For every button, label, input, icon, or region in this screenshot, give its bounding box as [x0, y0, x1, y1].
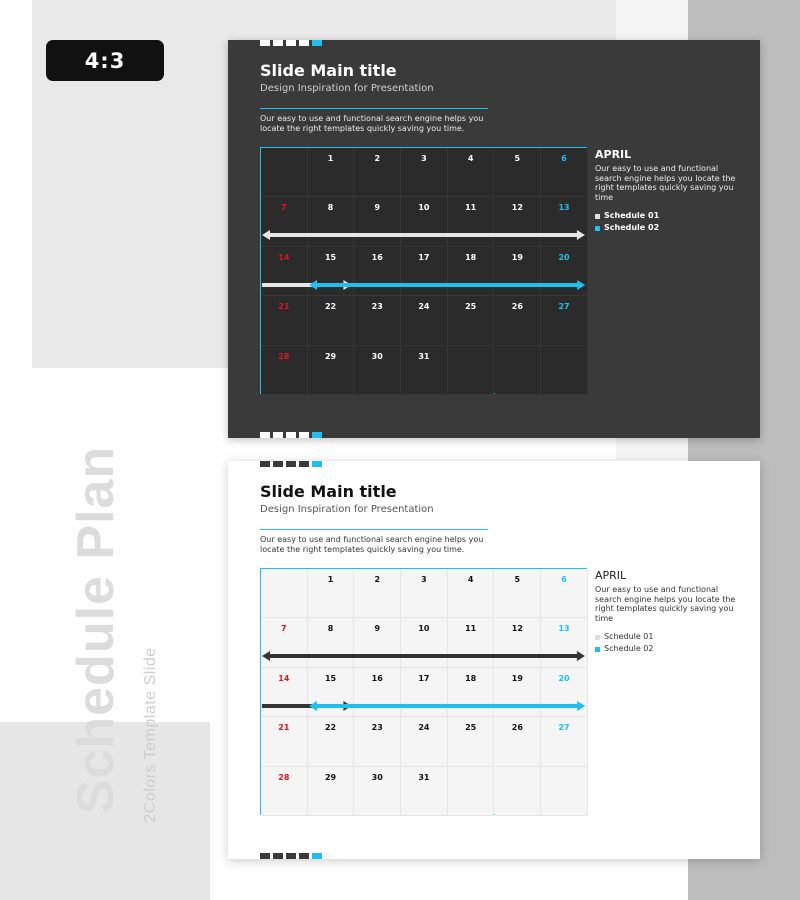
calendar-day: 19: [511, 252, 523, 262]
slide-decoration-squares: [260, 432, 322, 438]
calendar-day: 13: [558, 624, 570, 634]
calendar-cell: [448, 717, 495, 766]
calendar-cell: [261, 767, 308, 816]
decoration-square: [286, 853, 296, 859]
legend-swatch: [595, 647, 600, 652]
decoration-square: [312, 40, 322, 46]
slide-subtitle: Design Inspiration for Presentation: [260, 83, 434, 94]
decoration-square: [286, 432, 296, 438]
calendar-day: 27: [558, 723, 570, 733]
calendar-day: 16: [371, 673, 383, 683]
decoration-square: [273, 461, 283, 467]
legend-swatch: [595, 635, 600, 640]
calendar-day: 21: [278, 723, 290, 733]
schedule-arrow: [309, 701, 585, 711]
calendar-cell: [354, 569, 401, 618]
calendar-day: 17: [418, 673, 430, 683]
legend-item-schedule-02: [595, 222, 745, 234]
calendar-cell: [308, 346, 355, 395]
calendar-day: 22: [324, 723, 337, 733]
decoration-square: [260, 432, 270, 438]
calendar-cell: [401, 767, 448, 816]
month-info-panel: [595, 569, 745, 655]
calendar-day: 11: [465, 203, 477, 213]
calendar-day: 24: [418, 302, 430, 312]
schedule-arrow: [262, 651, 585, 661]
calendar-cell: [308, 148, 355, 197]
legend-label: Schedule 02: [604, 223, 660, 233]
calendar-day: 31: [418, 772, 430, 782]
calendar-day: 25: [465, 723, 477, 733]
calendar-cell: [261, 148, 308, 197]
decoration-square: [260, 853, 270, 859]
decoration-square: [299, 461, 309, 467]
calendar-cell: [541, 717, 588, 766]
calendar-cell: [401, 296, 448, 345]
calendar-cell: [541, 346, 588, 395]
calendar-day: 30: [371, 351, 383, 361]
calendar-cell: [401, 148, 448, 197]
calendar-cell: [495, 569, 542, 618]
calendar-day: 17: [418, 252, 430, 262]
calendar-day: 1: [327, 154, 334, 163]
legend-swatch: [595, 226, 600, 231]
calendar-cell: [541, 296, 588, 345]
calendar-cell: [354, 717, 401, 766]
calendar-day: 10: [418, 624, 430, 634]
slide-title: Slide Main title: [260, 61, 397, 80]
month-description: Our easy to use and functional search engine helps you locate the right templates quickly saving you time: [595, 164, 736, 202]
legend-label: Schedule 02: [604, 644, 654, 654]
calendar-cell: [541, 767, 588, 816]
calendar-day: 2: [374, 575, 381, 584]
calendar-day: 5: [514, 575, 521, 584]
calendar-day: 12: [511, 203, 523, 213]
decoration-square: [260, 40, 270, 46]
calendar-day: 20: [558, 252, 570, 262]
calendar-day: 23: [371, 302, 383, 312]
calendar-cell: [495, 346, 542, 395]
calendar-cell: [495, 296, 542, 345]
decoration-square: [273, 40, 283, 46]
calendar-day: 26: [511, 723, 523, 733]
decoration-square: [312, 432, 322, 438]
legend-label: Schedule 01: [604, 632, 654, 642]
calendar-cell: [261, 569, 308, 618]
calendar-day: 16: [371, 252, 383, 262]
calendar-cell: [495, 767, 542, 816]
calendar-cell: [354, 296, 401, 345]
calendar-day: 10: [418, 203, 430, 213]
calendar-day: 29: [324, 772, 337, 782]
calendar-cell: [308, 767, 355, 816]
calendar-cell: [308, 296, 355, 345]
calendar-day: 14: [278, 252, 290, 262]
calendar-cell: [261, 296, 308, 345]
legend-swatch: [595, 214, 600, 219]
legend-item-schedule-01: [595, 631, 745, 643]
calendar-day: 8: [327, 203, 334, 213]
calendar-cell: [401, 569, 448, 618]
decoration-square: [312, 461, 322, 467]
slide-decoration-squares: [260, 40, 322, 46]
calendar-day: 12: [511, 624, 523, 634]
month-label: APRIL: [595, 148, 632, 161]
calendar-day: 11: [465, 624, 477, 634]
decoration-square: [260, 461, 270, 467]
calendar-day: 19: [511, 673, 523, 683]
calendar-day: 15: [324, 673, 337, 683]
slide-description: Our easy to use and functional search engine helps you locate the right templates quickly saving you time.: [260, 535, 484, 554]
calendar-grid: [260, 147, 587, 394]
month-info-panel: [595, 148, 745, 234]
month-label: APRIL: [595, 569, 627, 582]
calendar-day: 7: [281, 203, 287, 213]
calendar-cell: [448, 148, 495, 197]
calendar-cell: [541, 569, 588, 618]
calendar-cell: [354, 346, 401, 395]
calendar-day: 15: [324, 252, 337, 262]
month-description: Our easy to use and functional search engine helps you locate the right templates quickly saving you time: [595, 585, 736, 623]
vertical-subtitle: 2Colors Template Slide: [142, 647, 159, 823]
calendar-day: 26: [511, 302, 523, 312]
calendar-day: 9: [374, 203, 381, 213]
calendar-day: 8: [327, 624, 334, 634]
legend-item-schedule-02: [595, 643, 745, 655]
decoration-square: [286, 40, 296, 46]
calendar-cell: [261, 717, 308, 766]
calendar-cell: [308, 569, 355, 618]
decoration-square: [299, 432, 309, 438]
calendar-cell: [495, 717, 542, 766]
decoration-square: [273, 432, 283, 438]
calendar-day: 5: [514, 154, 521, 163]
calendar-day: 21: [278, 302, 290, 312]
calendar-grid: [260, 568, 587, 815]
calendar-cell: [448, 569, 495, 618]
schedule-arrow: [309, 280, 585, 290]
calendar-day: 27: [558, 302, 570, 312]
legend-label: Schedule 01: [604, 211, 660, 221]
calendar-day: 2: [374, 154, 381, 163]
vertical-title: Schedule Plan: [67, 445, 125, 815]
calendar-cell: [308, 717, 355, 766]
calendar-cell: [401, 346, 448, 395]
divider: [260, 529, 488, 530]
slide-dark: [228, 40, 760, 438]
calendar-day: 20: [558, 673, 570, 683]
decoration-square: [273, 853, 283, 859]
calendar-day: 31: [418, 351, 430, 361]
calendar-cell: [495, 148, 542, 197]
calendar-day: 3: [421, 154, 427, 163]
calendar-day: 25: [465, 302, 477, 312]
calendar-day: 1: [327, 575, 334, 584]
slide-description: Our easy to use and functional search engine helps you locate the right templates quickly saving you time.: [260, 114, 484, 133]
calendar-day: 18: [465, 673, 477, 683]
slide-subtitle: Design Inspiration for Presentation: [260, 504, 434, 515]
calendar-day: 6: [561, 575, 567, 584]
slide-decoration-squares: [260, 461, 322, 467]
calendar-cell: [541, 148, 588, 197]
calendar-cell: [448, 296, 495, 345]
aspect-ratio-badge: 4:3: [46, 40, 164, 81]
calendar-day: 14: [278, 673, 290, 683]
calendar-day: 13: [558, 203, 570, 213]
legend: [595, 631, 745, 655]
legend-item-schedule-01: [595, 210, 745, 222]
decoration-square: [299, 853, 309, 859]
calendar-day: 9: [374, 624, 381, 634]
calendar-day: 6: [561, 154, 567, 163]
calendar-day: 3: [421, 575, 427, 584]
slide-light: [228, 461, 760, 859]
legend: [595, 210, 745, 234]
calendar-day: 22: [324, 302, 337, 312]
slide-title: Slide Main title: [260, 482, 397, 501]
slide-decoration-squares: [260, 853, 322, 859]
calendar-cell: [261, 346, 308, 395]
calendar-day: 29: [324, 351, 337, 361]
calendar-day: 24: [418, 723, 430, 733]
calendar-day: 28: [278, 772, 290, 782]
calendar-day: 28: [278, 351, 290, 361]
calendar-cell: [401, 717, 448, 766]
schedule-arrow: [262, 230, 585, 240]
calendar-cell: [448, 346, 495, 395]
calendar-day: 4: [467, 154, 474, 163]
calendar-cell: [448, 767, 495, 816]
calendar-cell: [354, 148, 401, 197]
divider: [260, 108, 488, 109]
calendar-cell: [354, 767, 401, 816]
decoration-square: [299, 40, 309, 46]
calendar-day: 7: [281, 624, 287, 634]
decoration-square: [286, 461, 296, 467]
calendar-day: 18: [465, 252, 477, 262]
decoration-square: [312, 853, 322, 859]
calendar-day: 23: [371, 723, 383, 733]
calendar-day: 4: [467, 575, 474, 584]
calendar-day: 30: [371, 772, 383, 782]
